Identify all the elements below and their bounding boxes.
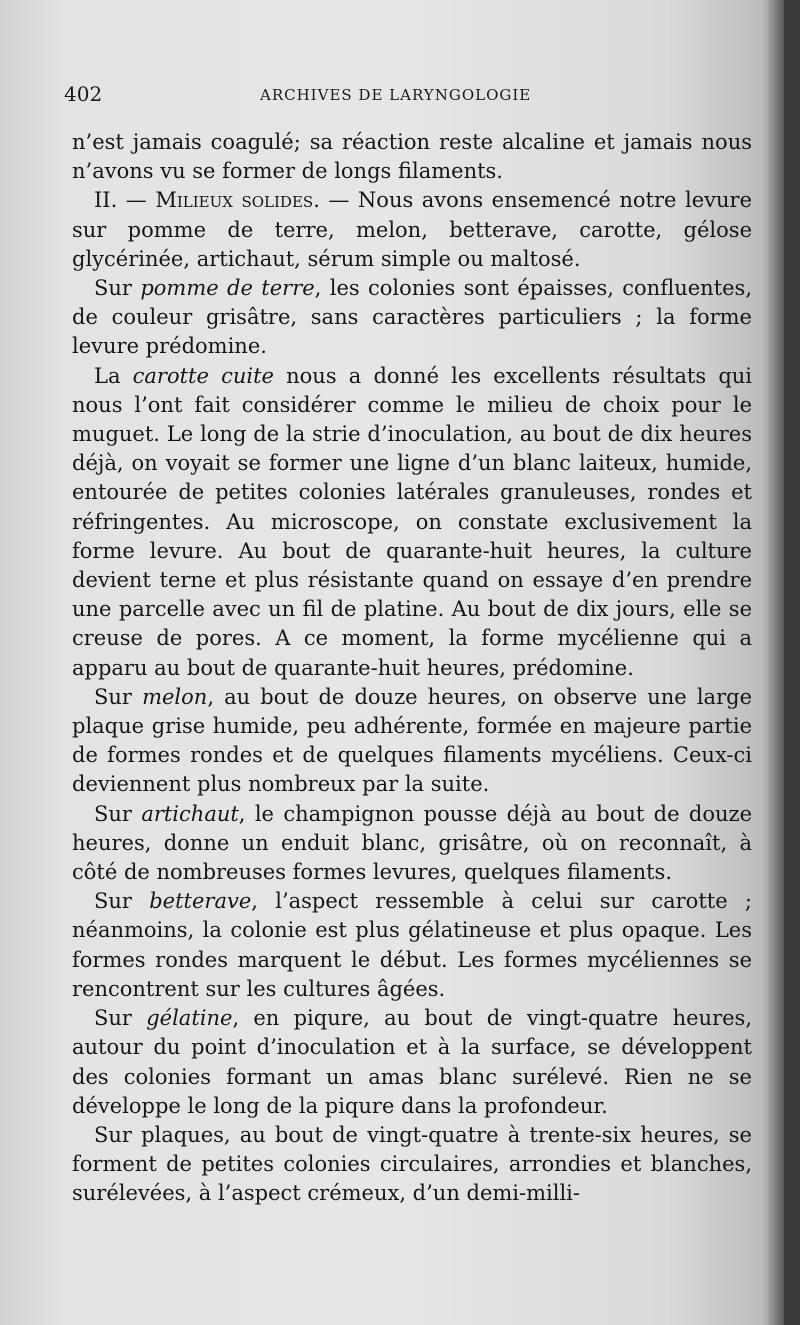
- paragraph-5: [72, 683, 752, 800]
- italic-term: melon: [142, 684, 208, 709]
- text-segment: Sur: [94, 801, 142, 826]
- running-head: ARCHIVES DE LARYNGOLOGIE: [260, 86, 532, 104]
- paragraph-8: [72, 1004, 752, 1121]
- paragraph-6: [72, 800, 752, 888]
- text-segment: Sur: [94, 889, 150, 914]
- section-heading: Milieux solides: [155, 188, 314, 213]
- text-segment: Sur: [94, 1006, 147, 1031]
- body-text: [72, 128, 752, 1209]
- text-segment: n’est jamais coagulé; sa réaction reste alcaline et jamais nous n’avons vu se former de longs filaments.: [72, 130, 752, 184]
- text-segment: nous a donné les excellents résultats qui nous l’ont fait considérer comme le milieu de choix pour le muguet. Le long de la strie d’inoculation, au bout de dix heures déjà, on voyait se former une ligne d’un blanc laiteux, humide, entourée de petites colonies latérales granuleuses, rondes et réfringentes. Au microscope, on constate exclusivement la forme levure. Au bout de quarante-huit heures, la culture devient terne et plus résistante quand on essaye d’en prendre une parcelle avec un fil de platine. Au bout de dix jours, elle se creuse de pores. A ce moment, la forme mycélienne qui a apparu au bout de quarante-huit heures, prédomine.: [72, 363, 752, 680]
- text-segment: Sur: [94, 276, 141, 301]
- page-header: [64, 82, 744, 112]
- italic-term: pomme de terre: [140, 276, 315, 301]
- paragraph-2: [72, 186, 752, 274]
- paragraph-9: [72, 1121, 752, 1209]
- text-segment: La: [94, 363, 133, 388]
- text-segment: , en piqure, au bout de vingt-quatre heures, autour du point d’inoculation et à la surface, se développent des colonies formant un amas blanc surélevé. Rien ne se développe le long de la piqure dans la profondeur.: [72, 1006, 752, 1118]
- page-number: 402: [64, 82, 103, 106]
- paragraph-1: [72, 128, 752, 186]
- italic-term: carotte cuite: [132, 363, 274, 388]
- text-segment: Sur plaques, au bout de vingt-quatre à trente-six heures, se forment de petites colonies circulaires, arrondies et blanches, surélevées, à l’aspect crémeux, d’un demi-milli-: [72, 1122, 752, 1206]
- text-segment: , les colonies sont épaisses, confluentes, de couleur grisâtre, sans caractères particuliers ; la forme levure prédomine.: [72, 276, 753, 359]
- page-edge-shadow: [784, 0, 800, 1325]
- text-segment: . — Nous avons ensemencé notre levure sur pomme de terre, melon, betterave, carotte, gélose glycérinée, artichaut, sérum simple ou maltosé.: [72, 188, 752, 271]
- text-segment: , au bout de douze heures, on observe une large plaque grise humide, peu adhérente, formée en majeure partie de formes rondes et de quelques filaments mycéliens. Ceux-ci deviennent plus nombreux par la suite.: [72, 684, 752, 797]
- text-segment: , l’aspect ressemble à celui sur carotte ; néanmoins, la colonie est plus gélatineuse et plus opaque. Les formes rondes marquent le début. Les formes mycéliennes se rencontrent sur les cultures âgées.: [72, 889, 752, 1001]
- text-segment: II. —: [94, 188, 156, 213]
- paragraph-4: [72, 362, 752, 683]
- italic-term: gélatine: [146, 1006, 233, 1031]
- paragraph-3: [72, 274, 752, 362]
- italic-term: betterave: [149, 889, 252, 914]
- paragraph-7: [72, 887, 752, 1004]
- text-segment: , le champignon pousse déjà au bout de douze heures, donne un enduit blanc, grisâtre, où on reconnaît, à côté de nombreuses formes levures, quelques filaments.: [72, 801, 752, 885]
- italic-term: artichaut: [141, 801, 239, 826]
- text-segment: Sur: [94, 684, 143, 709]
